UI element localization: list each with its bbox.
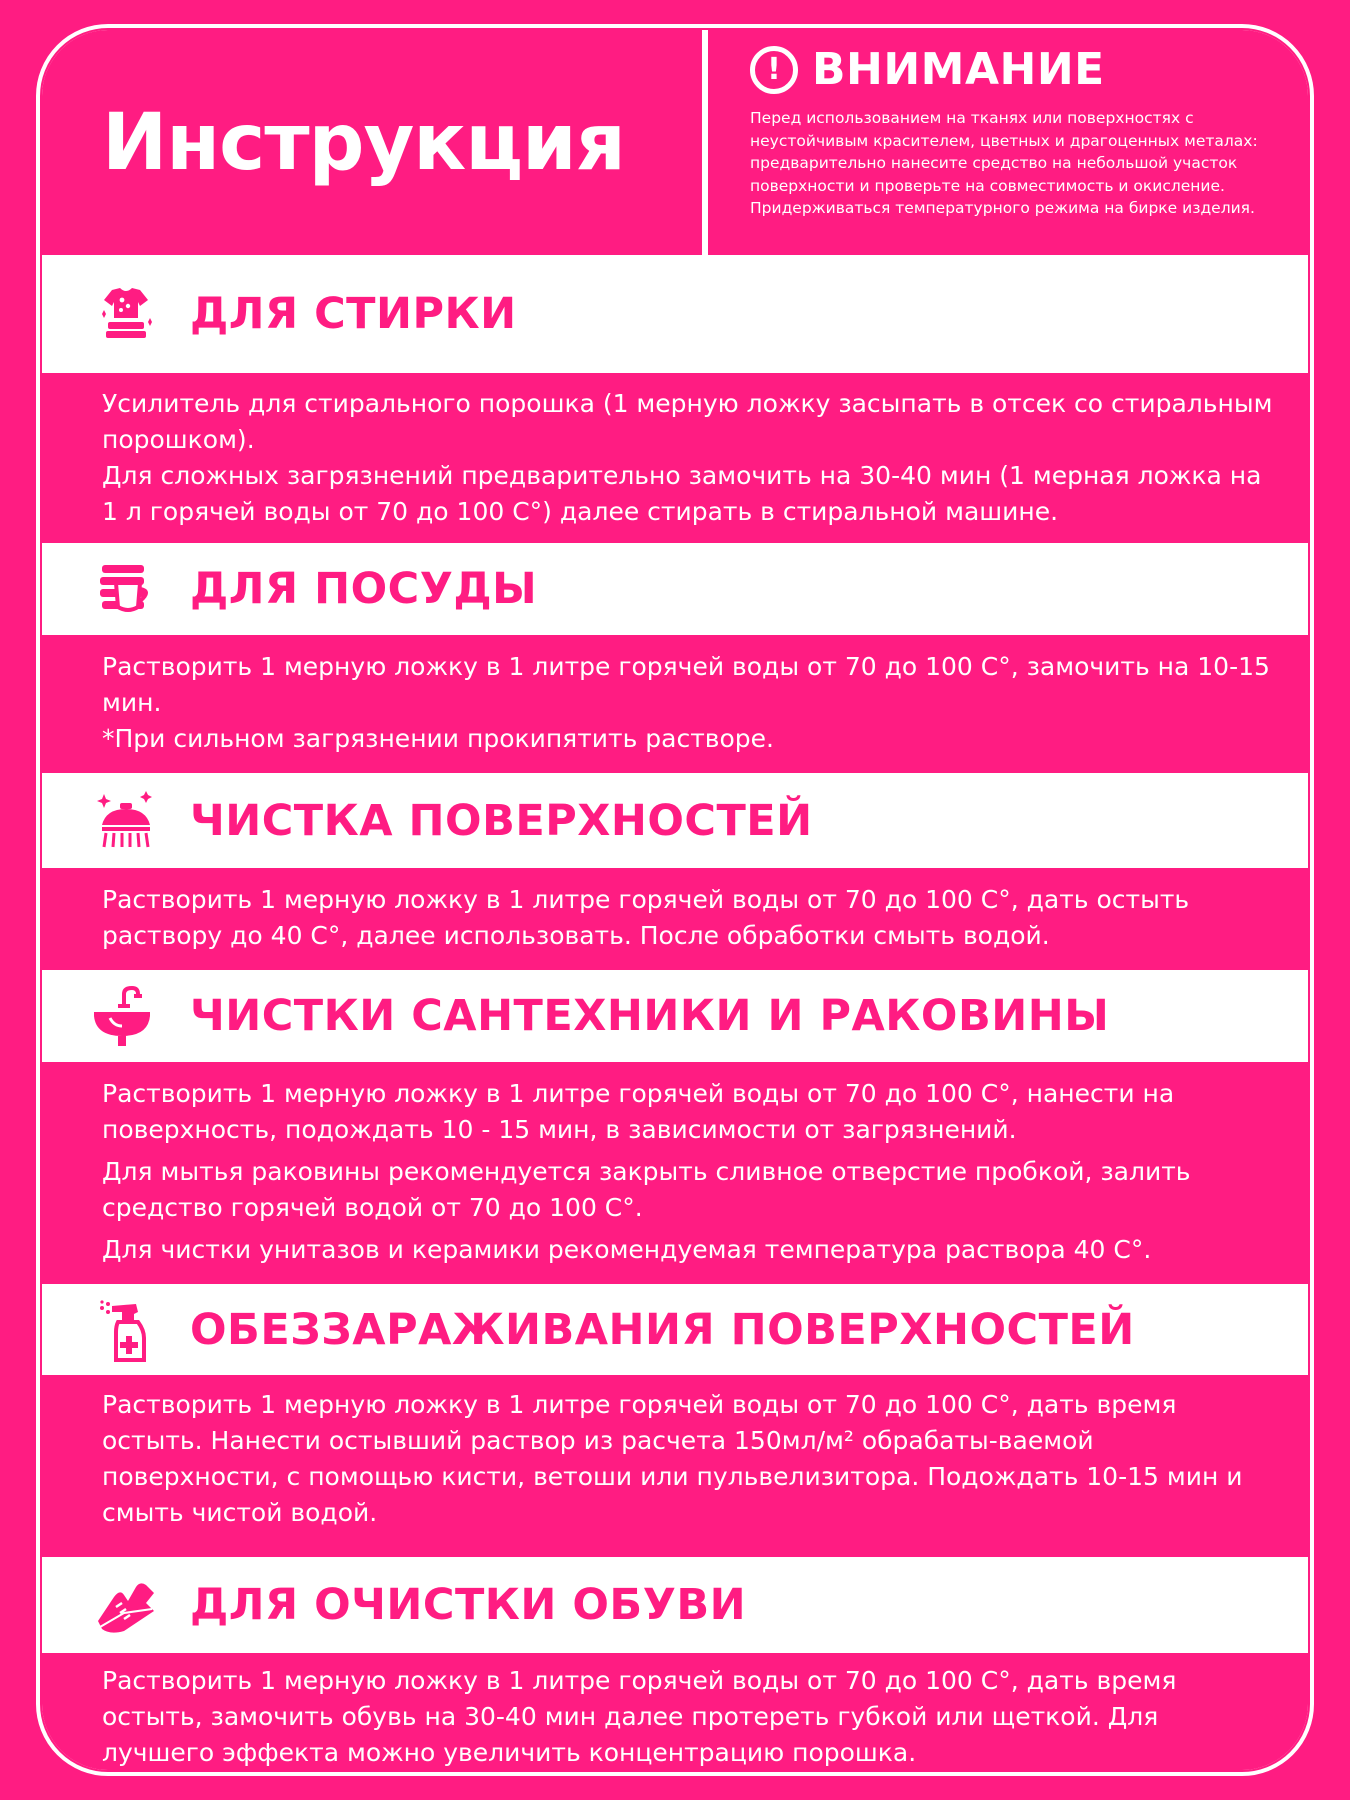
section-body-surfaces <box>42 868 1308 970</box>
section-text: Растворить 1 мерную ложку в 1 литре горячей воды от 70 до 100 С°, дать остыть раствору до 40 С°, далее использовать. После обработки смыть водой. <box>102 885 1190 950</box>
header <box>42 30 1308 255</box>
section-title-laundry: ДЛЯ СТИРКИ <box>190 289 517 339</box>
title-panel <box>42 30 702 255</box>
section-text: Для мытья раковины рекомендуется закрыть сливное отверстие пробкой, залить средство горячей водой от 70 до 100 С°. <box>102 1157 1191 1222</box>
section-body-shoes <box>42 1653 1308 1770</box>
section-text: Растворить 1 мерную ложку в 1 литре горячей воды от 70 до 100 С°, дать время остыть. Нанести остывший раствор из расчета 150мл/м² обрабаты-ваемой поверхности, с помощью кисти, ветоши или пульвелизитора. Подождать 10-15 мин и смыть чистой водой. <box>102 1390 1243 1527</box>
attention-heading <box>750 44 1268 95</box>
instruction-card <box>42 30 1308 1770</box>
section-body-dishes <box>42 635 1308 773</box>
section-text: Растворить 1 мерную ложку в 1 литре горячей воды от 70 до 100 С°, замочить на 10-15 мин. <box>102 652 1270 717</box>
section-text: Для чистки унитазов и керамики рекомендуемая температура раствора 40 С°. <box>102 1235 1152 1264</box>
sneaker-icon <box>94 1573 158 1637</box>
section-text: Растворить 1 мерную ложку в 1 литре горячей воды от 70 до 100 С°, дать время остыть, замочить обувь на 30-40 мин далее протереть губкой или щеткой. Для лучшего эффекта можно увеличить концентрацию порошка. <box>102 1666 1177 1767</box>
attention-text: Перед использованием на тканях или поверхностях с неустойчивым красителем, цветных и драгоценных металах: предварительно нанесите средство на небольшой участок поверхности и проверьте на совместимость и окисление. Придерживаться температурного режима на бирке изделия. <box>750 109 1258 217</box>
section-title-shoes: ДЛЯ ОЧИСТКИ ОБУВИ <box>190 1580 747 1630</box>
section-title-plumbing: ЧИСТКИ САНТЕХНИКИ И РАКОВИНЫ <box>190 991 1110 1041</box>
page-title: Инструкция <box>102 97 625 188</box>
section-header-dishes <box>42 543 1308 635</box>
section-header-surfaces <box>42 773 1308 868</box>
attention-title: ВНИМАНИЕ <box>812 44 1105 95</box>
section-text: *При сильном загрязнении прокипятить растворе. <box>102 724 774 753</box>
section-header-shoes <box>42 1557 1308 1653</box>
sink-icon <box>90 984 154 1048</box>
section-body-laundry <box>42 373 1308 543</box>
section-header-plumbing <box>42 970 1308 1062</box>
dishes-icon <box>94 557 158 621</box>
section-text: Усилитель для стирального порошка (1 мерную ложку засыпать в отсек со стиральным порошком). <box>102 389 1273 454</box>
laundry-icon <box>94 282 158 346</box>
attention-panel <box>708 30 1308 255</box>
section-header-laundry <box>42 255 1308 373</box>
section-text: Растворить 1 мерную ложку в 1 литре горячей воды от 70 до 100 С°, нанести на поверхность, подождать 10 - 15 мин, в зависимости от загрязнений. <box>102 1079 1175 1144</box>
section-text: Для сложных загрязнений предварительно замочить на 30-40 мин (1 мерная ложка на 1 л горячей воды от 70 до 100 С°) далее стирать в стиральной машине. <box>102 461 1262 526</box>
section-header-disinfection <box>42 1284 1308 1375</box>
scrub-brush-icon <box>94 789 158 853</box>
section-title-surfaces: ЧИСТКА ПОВЕРХНОСТЕЙ <box>190 795 813 846</box>
spray-bottle-icon <box>94 1298 158 1362</box>
section-body-plumbing <box>42 1062 1308 1284</box>
section-title-disinfection: ОБЕЗЗАРАЖИВАНИЯ ПОВЕРХНОСТЕЙ <box>190 1304 1135 1355</box>
section-body-disinfection <box>42 1375 1308 1557</box>
section-title-dishes: ДЛЯ ПОСУДЫ <box>190 564 538 614</box>
exclamation-circle-icon: ! <box>750 46 798 94</box>
